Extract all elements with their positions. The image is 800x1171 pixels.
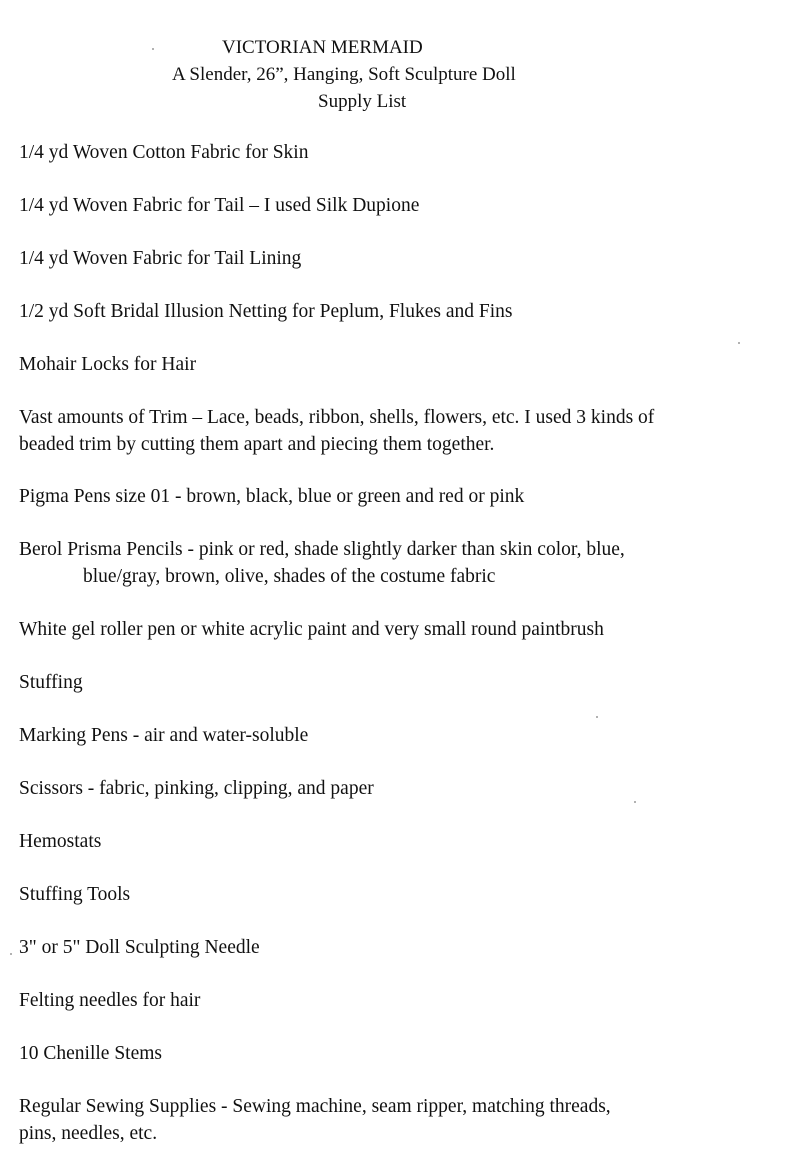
scan-speck <box>738 342 740 344</box>
list-item <box>19 483 524 510</box>
list-item-text: 1/2 yd Soft Bridal Illusion Netting for Peplum, Flukes and Fins <box>19 301 513 322</box>
list-item <box>19 881 130 908</box>
list-item <box>19 139 308 166</box>
scan-speck <box>10 953 12 955</box>
list-item <box>19 536 625 590</box>
list-item-text: 10 Chenille Stems <box>19 1043 162 1064</box>
list-item <box>19 828 101 855</box>
supply-list-heading: Supply List <box>318 91 407 112</box>
list-item <box>19 987 200 1014</box>
list-item-text: 1/4 yd Woven Cotton Fabric for Skin <box>19 142 309 163</box>
list-item-text: Pigma Pens size 01 - brown, black, blue or green and red or pink <box>19 486 525 507</box>
list-item-text: Felting needles for hair <box>19 990 201 1011</box>
list-item <box>19 1093 611 1147</box>
list-item-text: White gel roller pen or white acrylic paint and very small round paintbrush <box>19 619 604 640</box>
list-item <box>19 404 654 458</box>
list-item-text: 1/4 yd Woven Fabric for Tail – I used Silk Dupione <box>19 195 420 216</box>
list-item-text: Marking Pens - air and water-soluble <box>19 725 309 746</box>
list-item-text: 1/4 yd Woven Fabric for Tail Lining <box>19 248 302 269</box>
scan-speck <box>634 801 636 803</box>
list-item <box>19 616 604 643</box>
list-item <box>19 245 301 272</box>
list-item <box>19 192 419 219</box>
document-subtitle: A Slender, 26”, Hanging, Soft Sculpture Doll <box>172 64 516 85</box>
list-item-text: 3" or 5" Doll Sculpting Needle <box>19 937 260 958</box>
list-item-text: Hemostats <box>19 831 102 852</box>
scan-speck <box>596 716 598 718</box>
list-item <box>19 1040 162 1067</box>
list-item-text: Berol Prisma Pencils - pink or red, shade slightly darker than skin color, blue, <box>19 539 625 560</box>
list-item-text-continued: beaded trim by cutting them apart and piecing them together. <box>19 434 495 455</box>
list-item <box>19 722 308 749</box>
list-item-text: Mohair Locks for Hair <box>19 354 197 375</box>
list-item <box>19 775 374 802</box>
list-item <box>19 669 83 696</box>
list-item-text: Stuffing Tools <box>19 884 131 905</box>
list-item-text: Stuffing <box>19 672 83 693</box>
document-title: VICTORIAN MERMAID <box>222 37 423 58</box>
list-item <box>19 298 512 325</box>
list-item-text-continued: pins, needles, etc. <box>19 1123 158 1144</box>
list-item-text: Vast amounts of Trim – Lace, beads, ribbon, shells, flowers, etc. I used 3 kinds of <box>19 407 655 428</box>
list-item-text-continued: blue/gray, brown, olive, shades of the costume fabric <box>83 566 496 587</box>
list-item-text: Scissors - fabric, pinking, clipping, and paper <box>19 778 374 799</box>
list-item-text: Regular Sewing Supplies - Sewing machine, seam ripper, matching threads, <box>19 1096 611 1117</box>
list-item <box>19 351 196 378</box>
scan-speck <box>152 48 154 50</box>
list-item <box>19 934 260 961</box>
